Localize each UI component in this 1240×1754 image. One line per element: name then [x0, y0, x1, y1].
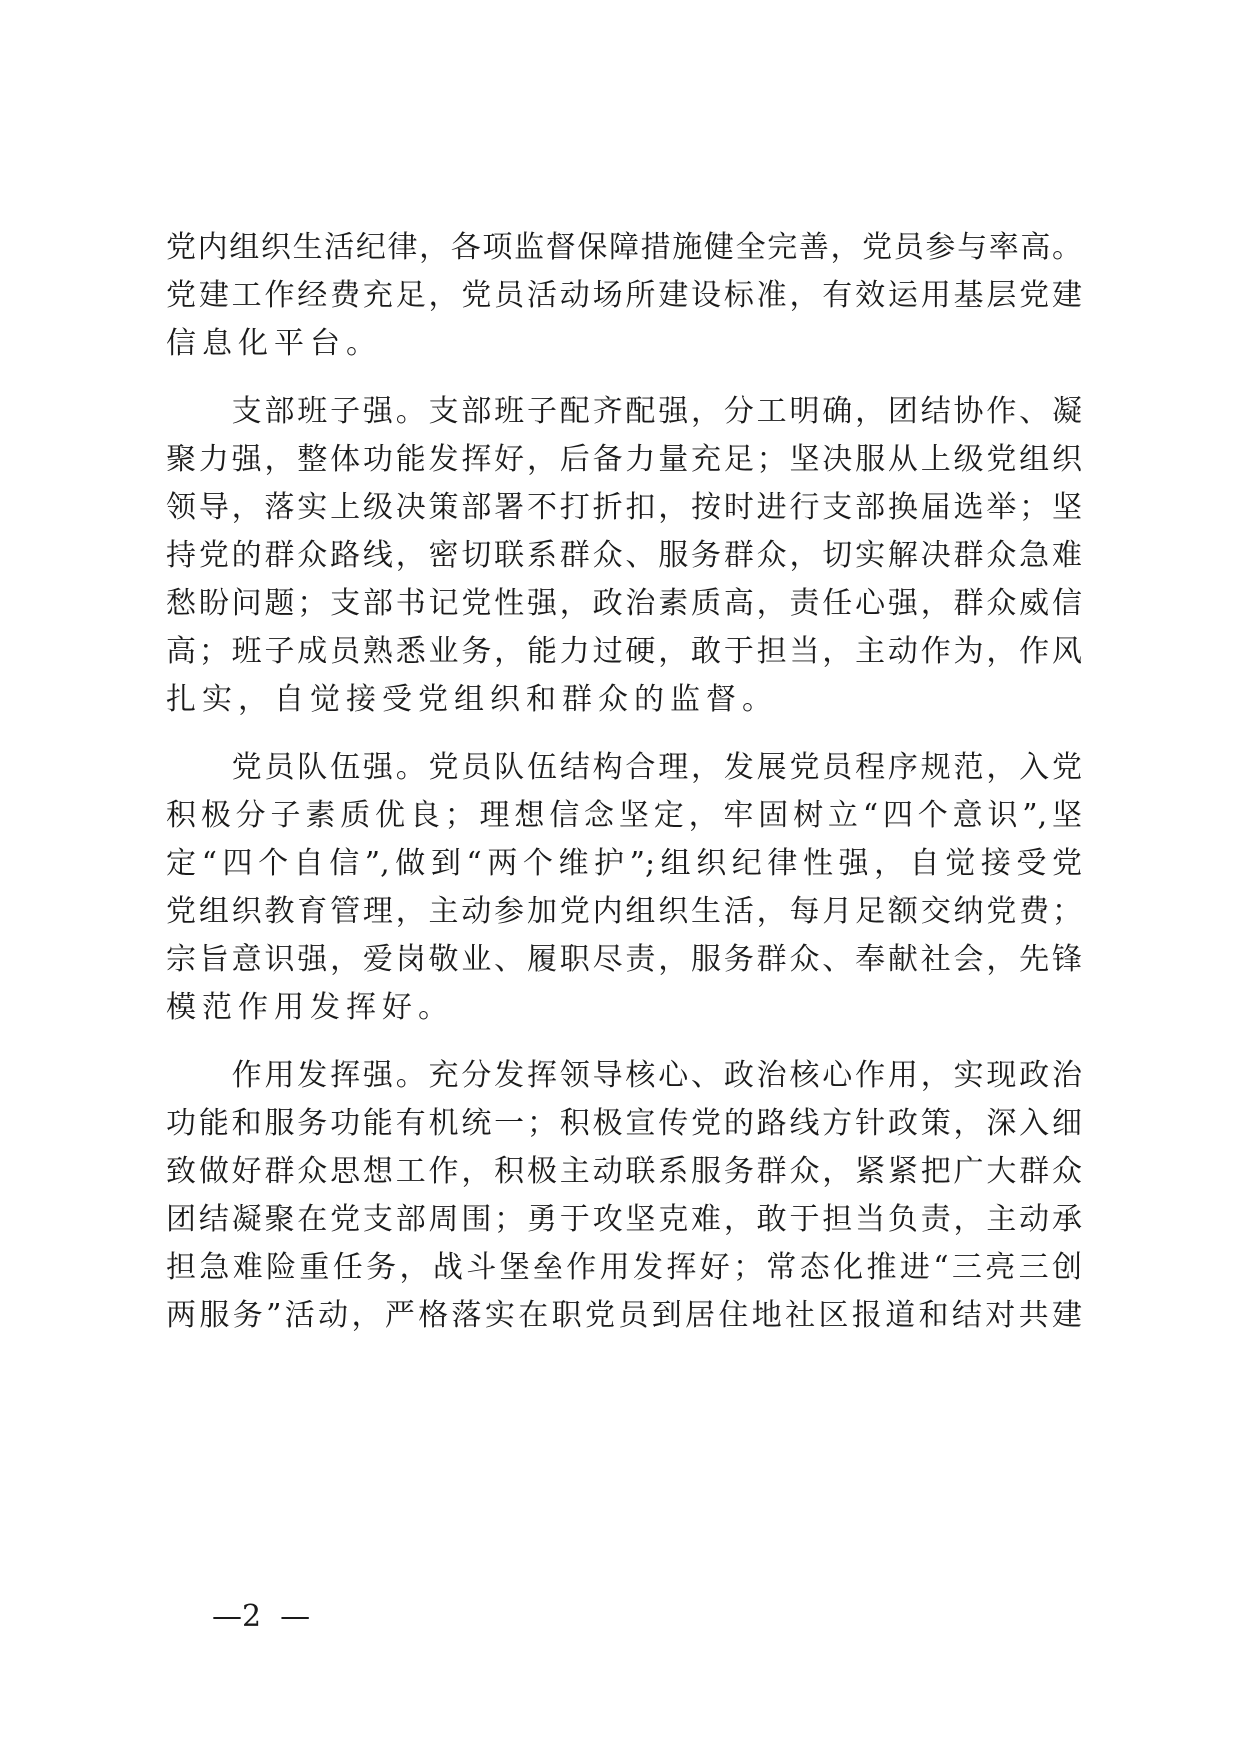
text-line: 愁盼问题；支部书记党性强，政治素质高，责任心强，群众威信	[166, 586, 1082, 621]
paragraph-continuation	[166, 224, 1082, 368]
paragraph-party-members	[166, 744, 1082, 1032]
page-number: —2 —	[212, 1599, 311, 1634]
text-line: 功能和服务功能有机统一；积极宣传党的路线方针政策，深入细	[166, 1106, 1082, 1141]
text-line: 支部班子强。支部班子配齐配强，分工明确，团结协作、凝	[166, 394, 1082, 429]
text-line: 聚力强，整体功能发挥好，后备力量充足；坚决服从上级党组织	[166, 442, 1082, 477]
text-line: 两服务”活动，严格落实在职党员到居住地社区报道和结对共建	[166, 1298, 1082, 1333]
text-line: 宗旨意识强，爱岗敬业、履职尽责，服务群众、奉献社会，先锋	[166, 942, 1082, 977]
text-line: 党组织教育管理，主动参加党内组织生活，每月足额交纳党费；	[166, 894, 1082, 929]
paragraph-role-playing	[166, 1052, 1082, 1340]
text-line: 高；班子成员熟悉业务，能力过硬，敢于担当，主动作为，作风	[166, 634, 1082, 669]
text-line: 积极分子素质优良；理想信念坚定，牢固树立“四个意识”,坚	[166, 798, 1082, 833]
document-body	[166, 224, 1082, 1340]
paragraph-branch-leadership	[166, 388, 1082, 724]
text-line: 扎实，自觉接受党组织和群众的监督。	[166, 682, 778, 717]
text-line: 持党的群众路线，密切联系群众、服务群众，切实解决群众急难	[166, 538, 1082, 573]
text-line: 领导，落实上级决策部署不打折扣，按时进行支部换届选举；坚	[166, 490, 1082, 525]
text-line: 党内组织生活纪律，各项监督保障措施健全完善，党员参与率高。	[166, 230, 1082, 265]
text-line: 模范作用发挥好。	[166, 990, 454, 1025]
text-line: 担急难险重任务，战斗堡垒作用发挥好；常态化推进“三亮三创	[166, 1250, 1082, 1285]
text-line: 作用发挥强。充分发挥领导核心、政治核心作用，实现政治	[166, 1058, 1082, 1093]
text-line: 党员队伍强。党员队伍结构合理，发展党员程序规范，入党	[166, 750, 1082, 785]
text-line: 定“四个自信”,做到“两个维护”;组织纪律性强，自觉接受党	[166, 846, 1082, 881]
text-line: 党建工作经费充足，党员活动场所建设标准，有效运用基层党建	[166, 278, 1082, 313]
text-line: 致做好群众思想工作，积极主动联系服务群众，紧紧把广大群众	[166, 1154, 1082, 1189]
text-line: 信息化平台。	[166, 326, 382, 361]
text-line: 团结凝聚在党支部周围；勇于攻坚克难，敢于担当负责，主动承	[166, 1202, 1082, 1237]
